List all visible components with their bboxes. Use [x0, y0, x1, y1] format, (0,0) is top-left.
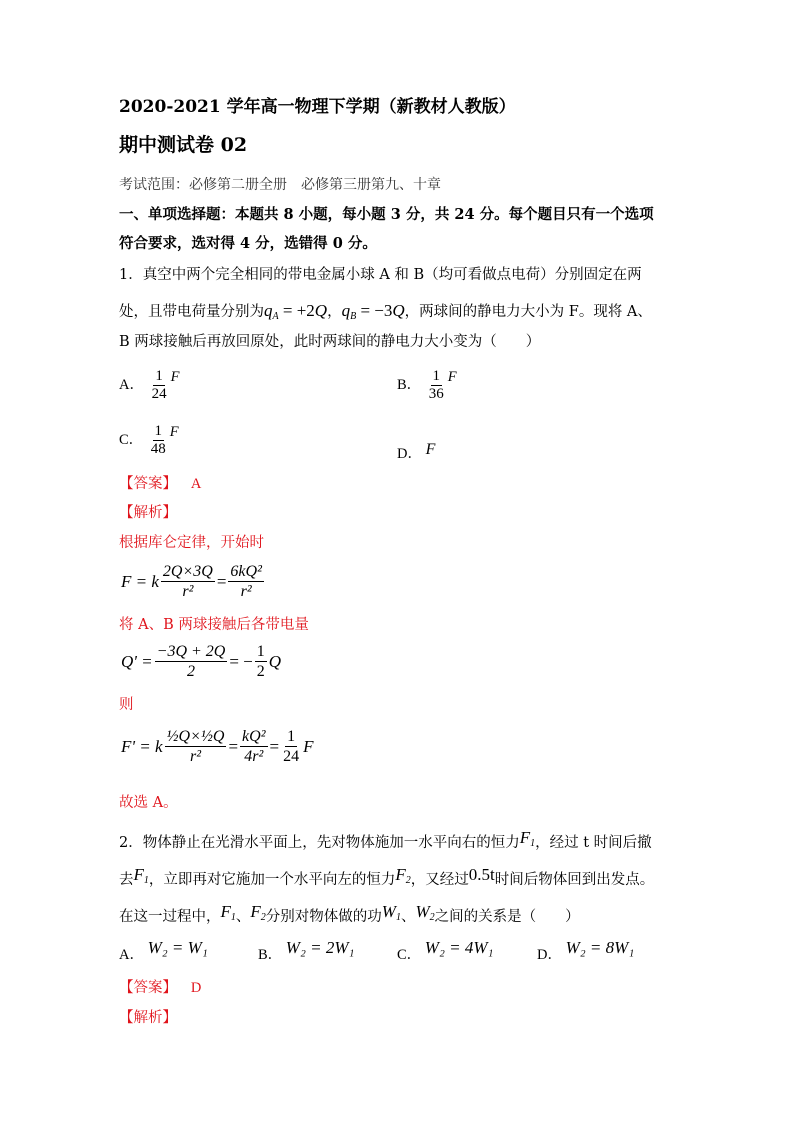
q1-analysis-text3: 则 — [119, 697, 134, 713]
q2-option-b[interactable]: B． W₂ = 2W₁ — [258, 938, 355, 963]
q1-line2-post: ，两球间的静电力大小为 F。现将 A、 — [404, 304, 652, 320]
q2-text-line2: 去$F_1$，立即再对它施加一个水平向左的恒力$F_2$，又经过0.5t时间后物体回到出发点。 — [119, 865, 655, 888]
q2-answer — [119, 978, 201, 998]
q1-option-c[interactable]: C． $\frac{1}{48}$ F — [119, 423, 179, 457]
answer-label: 【答案】 — [119, 476, 177, 492]
exam-scope: 考试范围：必修第二册全册 必修第三册第九、十章 — [119, 177, 441, 193]
q1-analysis-conclusion: 故选 A。 — [119, 795, 178, 811]
q1-option-d[interactable]: D． F — [397, 441, 436, 462]
q1-analysis-text2: 将 A、B 两球接触后各带电量 — [119, 617, 309, 633]
q1-line2-pre: 处，且带电荷量分别为 — [119, 304, 264, 320]
q1-charge-a: $q_A = +2Q$ — [264, 301, 328, 322]
section-instructions-line2: 符合要求，选对得 4 分，选错得 0 分。 — [119, 235, 377, 252]
q2-analysis-label: 【解析】 — [119, 1010, 177, 1026]
section-instructions-line1: 一、单项选择题：本题共 8 小题，每小题 3 分，共 24 分。每个题目只有一个选项 — [119, 206, 654, 223]
q1-option-b[interactable]: B． $\frac{1}{36}$ F — [397, 368, 457, 402]
q1-text-line3: B 两球接触后再放回原处，此时两球间的静电力大小变为（ ） — [119, 334, 541, 350]
q2-option-c[interactable]: C． W₂ = 4W₁ — [397, 938, 494, 963]
q1-equation-coulomb: F = k $\frac{2Q\times 3Q}{\text{r²}}$ = $\frac{\text{6kQ²}}{\text{r²}}$ — [121, 563, 262, 600]
exam-subtitle: 期中测试卷 02 — [119, 134, 248, 156]
q1-analysis-text1: 根据库仑定律，开始时 — [119, 535, 264, 551]
q2-option-d[interactable]: D． W₂ = 8W₁ — [537, 938, 635, 963]
q2-text-line3: 在这一过程中，$F_1$、$F_2$分别对物体做的功$W_1$、$W_2$之间的关系是（ ） — [119, 902, 580, 925]
q1-charge-b: $q_B = -3Q$ — [341, 301, 405, 322]
q1-equation-charge: Q' = $\frac{-3Q + 2Q}{2}$ = − $\frac{1}{2}$ Q — [121, 643, 282, 680]
q1-equation-final: F' = k $\frac{\text{½Q×½Q}}{\text{r²}}$ = $\frac{\text{kQ²}}{\text{4r²}}$ = $\frac{1}{24}$ F — [121, 728, 314, 765]
q2-option-a[interactable]: A． W₂ = W₁ — [119, 938, 208, 963]
q1-analysis-label: 【解析】 — [119, 505, 177, 521]
q1-answer — [119, 474, 201, 494]
answer-value: D — [190, 980, 202, 996]
q1-option-a[interactable]: A． $\frac{1}{24}$ F — [119, 368, 180, 402]
answer-value: A — [190, 476, 202, 492]
document-title: 2020-2021 学年高一物理下学期（新教材人教版） — [119, 97, 516, 117]
q1-text-line2: 处，且带电荷量分别为$q_A = +2Q$，$q_B = -3Q$，两球间的静电力大小为 F。现将 A、 — [119, 301, 652, 322]
answer-label: 【答案】 — [119, 980, 177, 996]
q1-text-line1: 1．真空中两个完全相同的带电金属小球 A 和 B（均可看做点电荷）分别固定在两 — [119, 267, 642, 283]
q2-text-line1: 2．物体静止在光滑水平面上，先对物体施加一水平向右的恒力$F_1$，经过 t 时间后撤 — [119, 828, 652, 851]
